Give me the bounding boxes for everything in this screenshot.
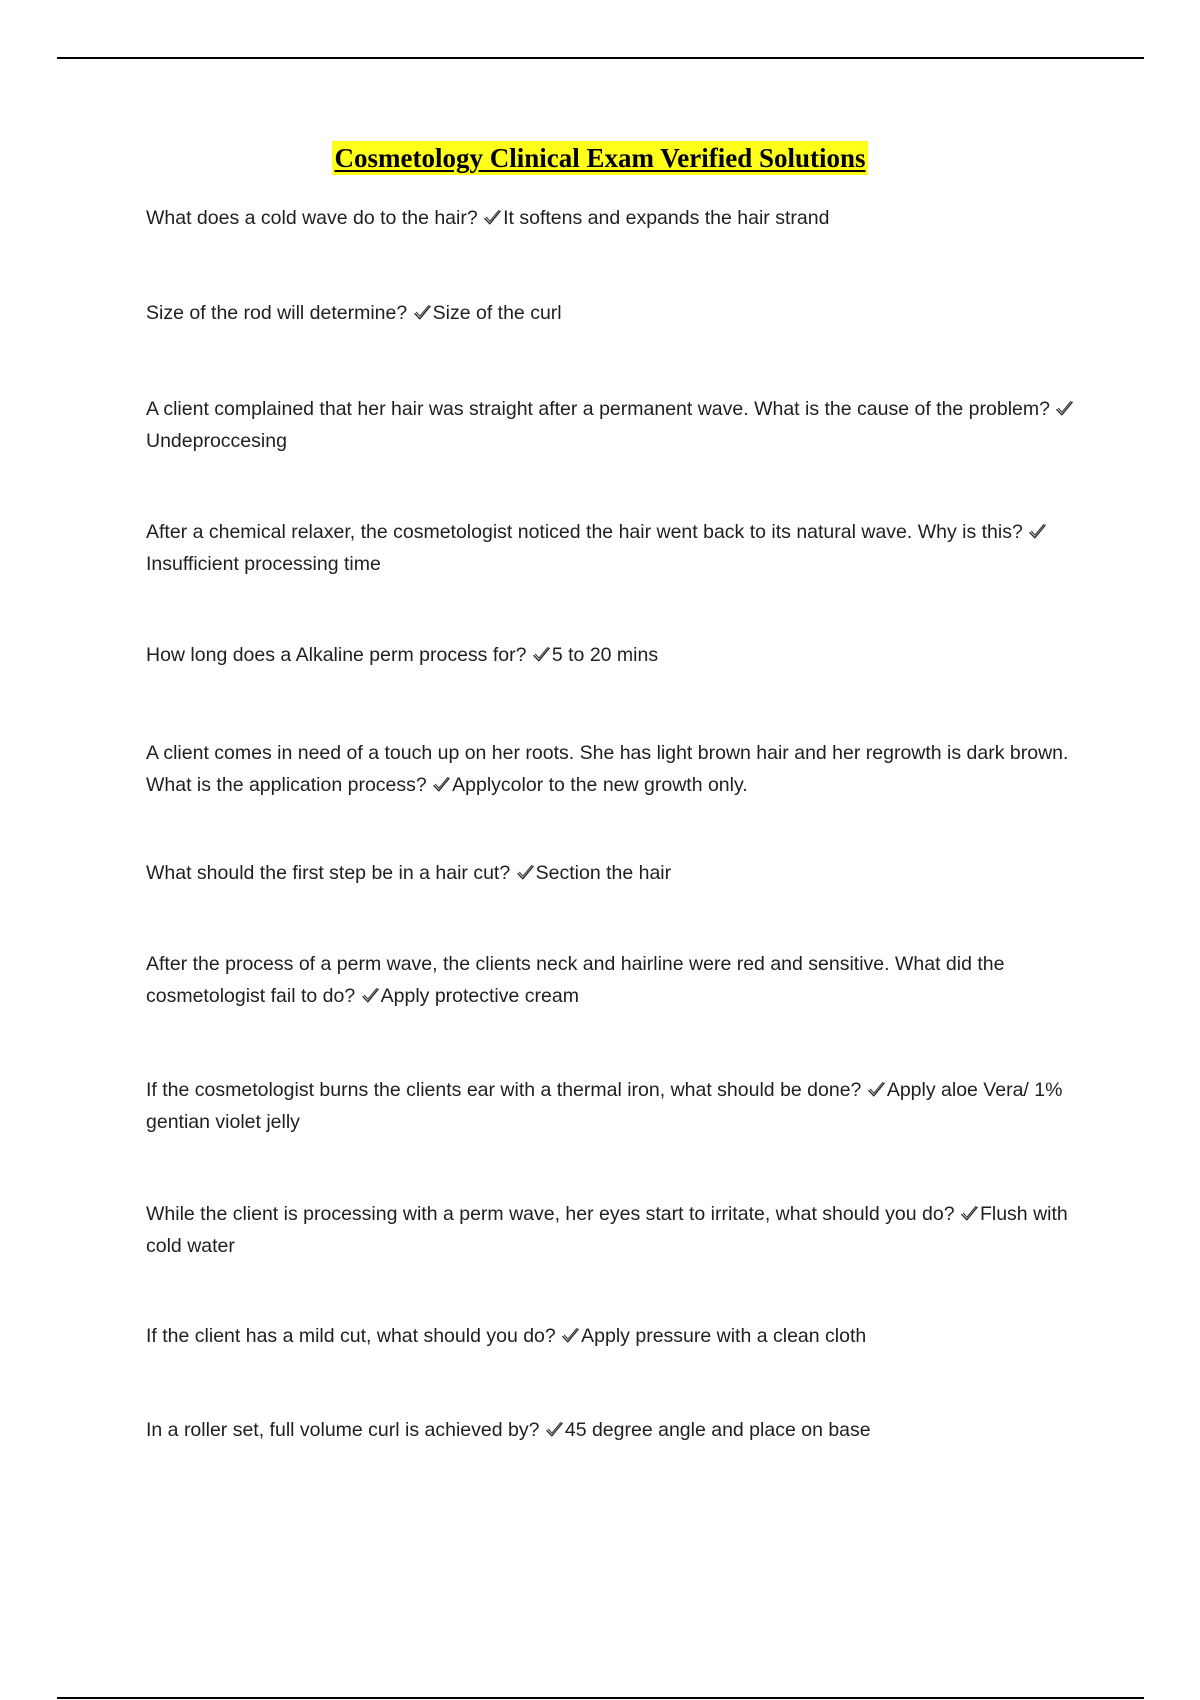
document-title: Cosmetology Clinical Exam Verified Solutions xyxy=(334,143,866,173)
check-mark-icon xyxy=(432,776,451,793)
qa-item xyxy=(146,1074,1086,1138)
answer-text: Apply aloe Vera/ 1% gentian violet jelly xyxy=(146,1079,1063,1133)
qa-item xyxy=(146,857,1086,889)
qa-item xyxy=(146,1198,1086,1262)
answer-text: Size of the curl xyxy=(432,302,562,324)
answer-text: Section the hair xyxy=(535,862,672,884)
question-text: While the client is processing with a perm wave, her eyes start to irritate, what should you do? xyxy=(146,1203,960,1225)
check-mark-icon xyxy=(516,864,535,881)
question-text: How long does a Alkaline perm process for? xyxy=(146,644,532,666)
check-mark-icon xyxy=(1055,400,1074,417)
top-rule xyxy=(57,57,1144,59)
answer-text: 5 to 20 mins xyxy=(551,644,659,666)
answer-text: Insufficient processing time xyxy=(146,553,381,575)
question-text: What should the first step be in a hair cut? xyxy=(146,862,516,884)
check-mark-icon xyxy=(867,1081,886,1098)
qa-item xyxy=(146,297,1086,329)
bottom-rule xyxy=(57,1697,1144,1699)
answer-text: Apply protective cream xyxy=(380,985,579,1007)
qa-item xyxy=(146,1414,1086,1446)
answer-text: It softens and expands the hair strand xyxy=(503,207,830,229)
check-mark-icon xyxy=(960,1205,979,1222)
question-text: After the process of a perm wave, the clients neck and hairline were red and sensitive. What did the cosmetologist fail to do? xyxy=(146,953,1005,1007)
question-text: In a roller set, full volume curl is achieved by? xyxy=(146,1419,545,1441)
qa-item xyxy=(146,393,1086,457)
answer-text: Apply pressure with a clean cloth xyxy=(581,1325,867,1347)
check-mark-icon xyxy=(361,987,380,1004)
answer-text: 45 degree angle and place on base xyxy=(564,1419,871,1441)
qa-item xyxy=(146,737,1086,801)
check-mark-icon xyxy=(561,1327,580,1344)
check-mark-icon xyxy=(545,1421,564,1438)
answer-text: Undeproccesing xyxy=(146,430,287,452)
question-text: If the client has a mild cut, what should you do? xyxy=(146,1325,562,1347)
question-text: After a chemical relaxer, the cosmetologist noticed the hair went back to its natural wave. Why is this? xyxy=(146,521,1029,543)
qa-item xyxy=(146,948,1086,1012)
question-text: Size of the rod will determine? xyxy=(146,302,413,324)
check-mark-icon xyxy=(532,646,551,663)
check-mark-icon xyxy=(1028,523,1047,540)
title-block xyxy=(0,141,1200,175)
answer-text: Applycolor to the new growth only. xyxy=(452,774,748,796)
check-mark-icon xyxy=(483,209,502,226)
qa-item xyxy=(146,639,1086,671)
qa-item xyxy=(146,202,1086,234)
answer-text: Flush with cold water xyxy=(146,1203,1068,1257)
question-text: A client comes in need of a touch up on her roots. She has light brown hair and her regrowth is dark brown. What is the application process? xyxy=(146,742,1069,796)
question-text: What does a cold wave do to the hair? xyxy=(146,207,484,229)
question-text: If the cosmetologist burns the clients ear with a thermal iron, what should be done? xyxy=(146,1079,867,1101)
question-text: A client complained that her hair was straight after a permanent wave. What is the cause of the problem? xyxy=(146,398,1056,420)
qa-item xyxy=(146,516,1086,580)
check-mark-icon xyxy=(413,304,432,321)
qa-item xyxy=(146,1320,1086,1352)
